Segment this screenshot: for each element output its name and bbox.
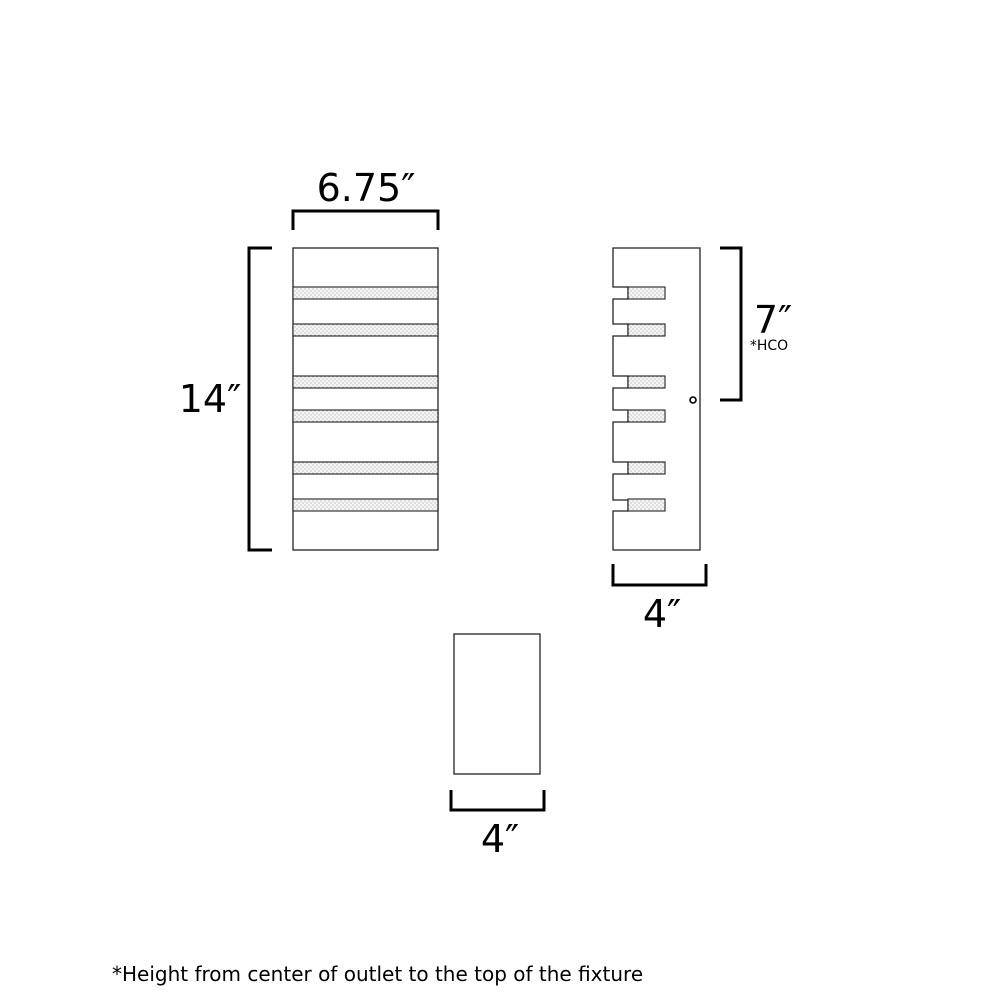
side-slot (628, 410, 665, 422)
hco-value-label: 7″ (753, 298, 793, 342)
front-height-bracket (249, 248, 272, 550)
hco-footnote: *Height from center of outlet to the top of the fixture (112, 962, 644, 986)
side-view (613, 248, 792, 636)
front-width-bracket (293, 211, 438, 230)
side-slot (628, 324, 665, 336)
side-depth-label: 4″ (642, 592, 682, 636)
side-slot (628, 462, 665, 474)
side-slot (628, 499, 665, 511)
front-width-label: 6.75″ (316, 166, 416, 210)
hco-note-label: *HCO (749, 338, 789, 354)
side-slot (628, 287, 665, 299)
side-slot (628, 376, 665, 388)
top-body (454, 634, 540, 774)
top-depth-label: 4″ (480, 817, 520, 861)
front-slat (293, 462, 438, 474)
front-view (179, 166, 438, 550)
front-height-label: 14″ (178, 377, 242, 421)
front-slat (293, 410, 438, 422)
top-view (451, 634, 544, 861)
front-slat (293, 287, 438, 299)
front-slat (293, 324, 438, 336)
top-depth-bracket (451, 790, 544, 810)
side-depth-bracket (613, 564, 706, 585)
front-slat (293, 499, 438, 511)
front-slat (293, 376, 438, 388)
hco-bracket (720, 248, 741, 400)
